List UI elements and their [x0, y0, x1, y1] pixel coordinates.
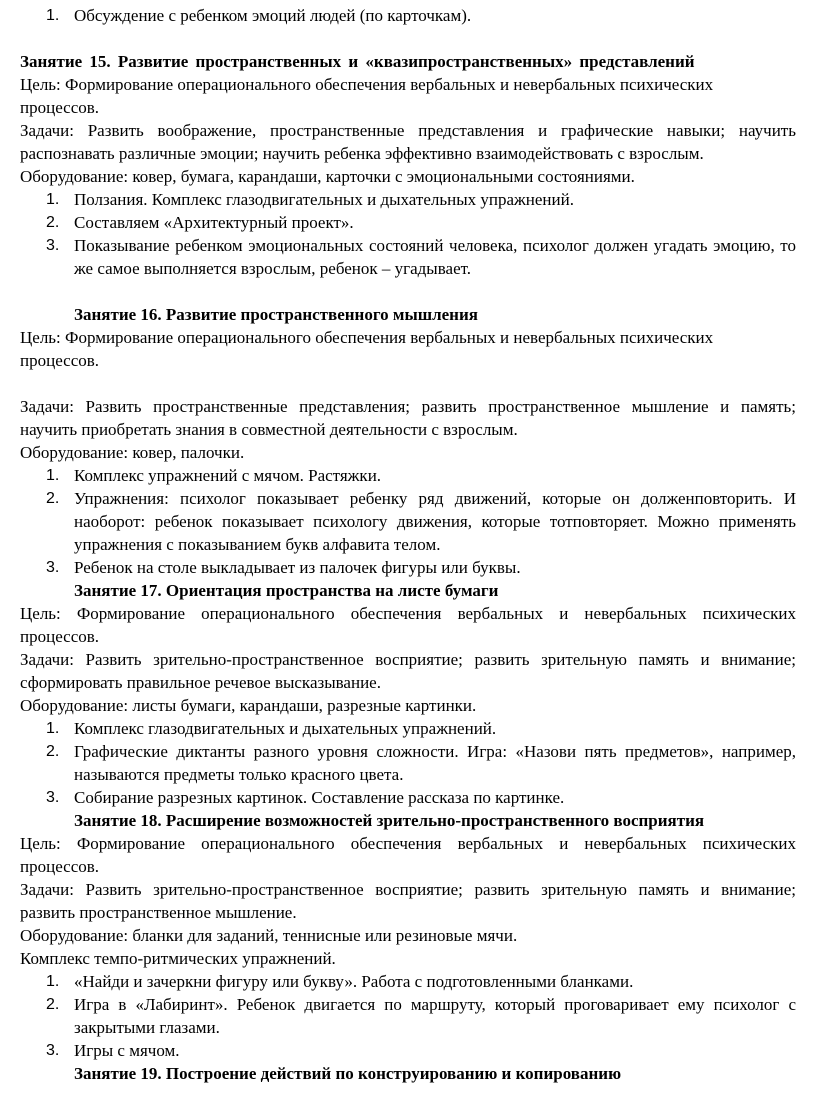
section-title: Занятие 19. Построение действий по конструированию и копированию: [74, 1064, 622, 1083]
section-goal: Цель: Формирование операционального обеспечения вербальных и невербальных психических процессов.: [20, 834, 796, 876]
list-item: [20, 464, 796, 487]
section-goal: Цель: Формирование операционального обеспечения вербальных и невербальных психических процессов.: [20, 604, 796, 646]
section-equipment: Оборудование: ковер, бумага, карандаши, карточки с эмоциональными состояниями.: [20, 167, 635, 186]
list-number: 2.: [46, 743, 60, 760]
section-equipment: Оборудование: бланки для заданий, теннисные или резиновые мячи.: [20, 926, 518, 945]
list-item: [20, 993, 796, 1039]
section-lesson-19: [20, 1062, 796, 1085]
section-title: Занятие 17. Ориентация пространства на листе бумаги: [74, 581, 499, 600]
list-item-text: Обсуждение с ребенком эмоций людей (по карточкам).: [74, 6, 472, 25]
list-number: 1.: [46, 973, 60, 990]
section-lesson-16: [20, 303, 796, 579]
list-number: 3.: [46, 237, 60, 254]
section-goal: Цель: Формирование операционального обеспечения вербальных и невербальных психических процессов.: [20, 75, 714, 117]
list-item: [20, 234, 796, 280]
list-item: [20, 717, 796, 740]
section-title: Занятие 16. Развитие пространственного мышления: [74, 305, 478, 324]
list-number: 1.: [46, 720, 60, 737]
section-tasks: Задачи: Развить зрительно-пространственное восприятие; развить зрительную память и внимание; сформировать правильное речевое высказывание.: [20, 650, 796, 692]
list-item: [20, 740, 796, 786]
list-item: [20, 556, 796, 579]
list-item-text: Показывание ребенком эмоциональных состояний человека, психолог должен угадать эмоцию, то же самое выполняется взрослым, ребенок – угадывает.: [74, 236, 796, 278]
section-lesson-15: [20, 50, 796, 280]
section-lesson-18: [20, 809, 796, 1062]
list-item-text: Комплекс упражнений с мячом. Растяжки.: [74, 466, 382, 485]
list-number: 1.: [46, 7, 60, 24]
list-number: 2.: [46, 490, 60, 507]
list-item-text: Графические диктанты разного уровня сложности. Игра: «Назови пять предметов», например, называются предметы только красного цвета.: [74, 742, 796, 784]
list-number: 3.: [46, 1042, 60, 1059]
section-tasks: Задачи: Развить зрительно-пространственное восприятие; развить зрительную память и внимание; развить пространственное мышление.: [20, 880, 796, 922]
list-number: 2.: [46, 996, 60, 1013]
list-item: [20, 211, 796, 234]
list-item-text: Ползания. Комплекс глазодвигательных и дыхательных упражнений.: [74, 190, 574, 209]
section-lesson-17: [20, 579, 796, 809]
section-tasks: Задачи: Развить пространственные представления; развить пространственное мышление и память; научить приобретать знания в совместной деятельности с взрослым.: [20, 397, 796, 439]
section-extra: Комплекс темпо-ритмических упражнений.: [20, 949, 336, 968]
list-item: [20, 786, 796, 809]
section-equipment: Оборудование: ковер, палочки.: [20, 443, 245, 462]
list-item-text: Игры с мячом.: [74, 1041, 180, 1060]
list-number: 3.: [46, 789, 60, 806]
list-number: 1.: [46, 191, 60, 208]
list-number: 2.: [46, 214, 60, 231]
list-item-text: Собирание разрезных картинок. Составление рассказа по картинке.: [74, 788, 565, 807]
list-item: [20, 487, 796, 556]
list-item-text: Игра в «Лабиринт». Ребенок двигается по маршруту, который проговаривает ему психолог с закрытыми глазами.: [74, 995, 796, 1037]
list-item-text: Упражнения: психолог показывает ребенку ряд движений, которые он долженповторить. И наоборот: ребенок показывает психологу движения, которые тотповторяет. Можно применять упражнения с показыванием букв алфавита телом.: [74, 489, 796, 554]
list-item-text: Комплекс глазодвигательных и дыхательных упражнений.: [74, 719, 497, 738]
list-item: [20, 188, 796, 211]
list-item-text: Ребенок на столе выкладывает из палочек фигуры или буквы.: [74, 558, 521, 577]
section-equipment: Оборудование: листы бумаги, карандаши, разрезные картинки.: [20, 696, 477, 715]
list-item-text: «Найди и зачеркни фигуру или букву». Работа с подготовленными бланками.: [74, 972, 634, 991]
top-list: [20, 4, 796, 27]
section-list: [20, 717, 796, 809]
section-list: [20, 970, 796, 1062]
section-list: [20, 464, 796, 579]
section-tasks: Задачи: Развить воображение, пространственные представления и графические навыки; научить распознавать различные эмоции; научить ребенка эффективно взаимодействовать с взрослым.: [20, 121, 796, 163]
list-item-text: Составляем «Архитектурный проект».: [74, 213, 354, 232]
list-item: [20, 4, 796, 27]
list-item: [20, 970, 796, 993]
list-item: [20, 1039, 796, 1062]
list-number: 3.: [46, 559, 60, 576]
section-title: Занятие 15. Развитие пространственных и «квазипространственных» представлений: [20, 52, 695, 71]
section-goal: Цель: Формирование операционального обеспечения вербальных и невербальных психических процессов.: [20, 328, 714, 370]
section-list: [20, 188, 796, 280]
list-number: 1.: [46, 467, 60, 484]
section-title: Занятие 18. Расширение возможностей зрительно-пространственного восприятия: [74, 811, 705, 830]
